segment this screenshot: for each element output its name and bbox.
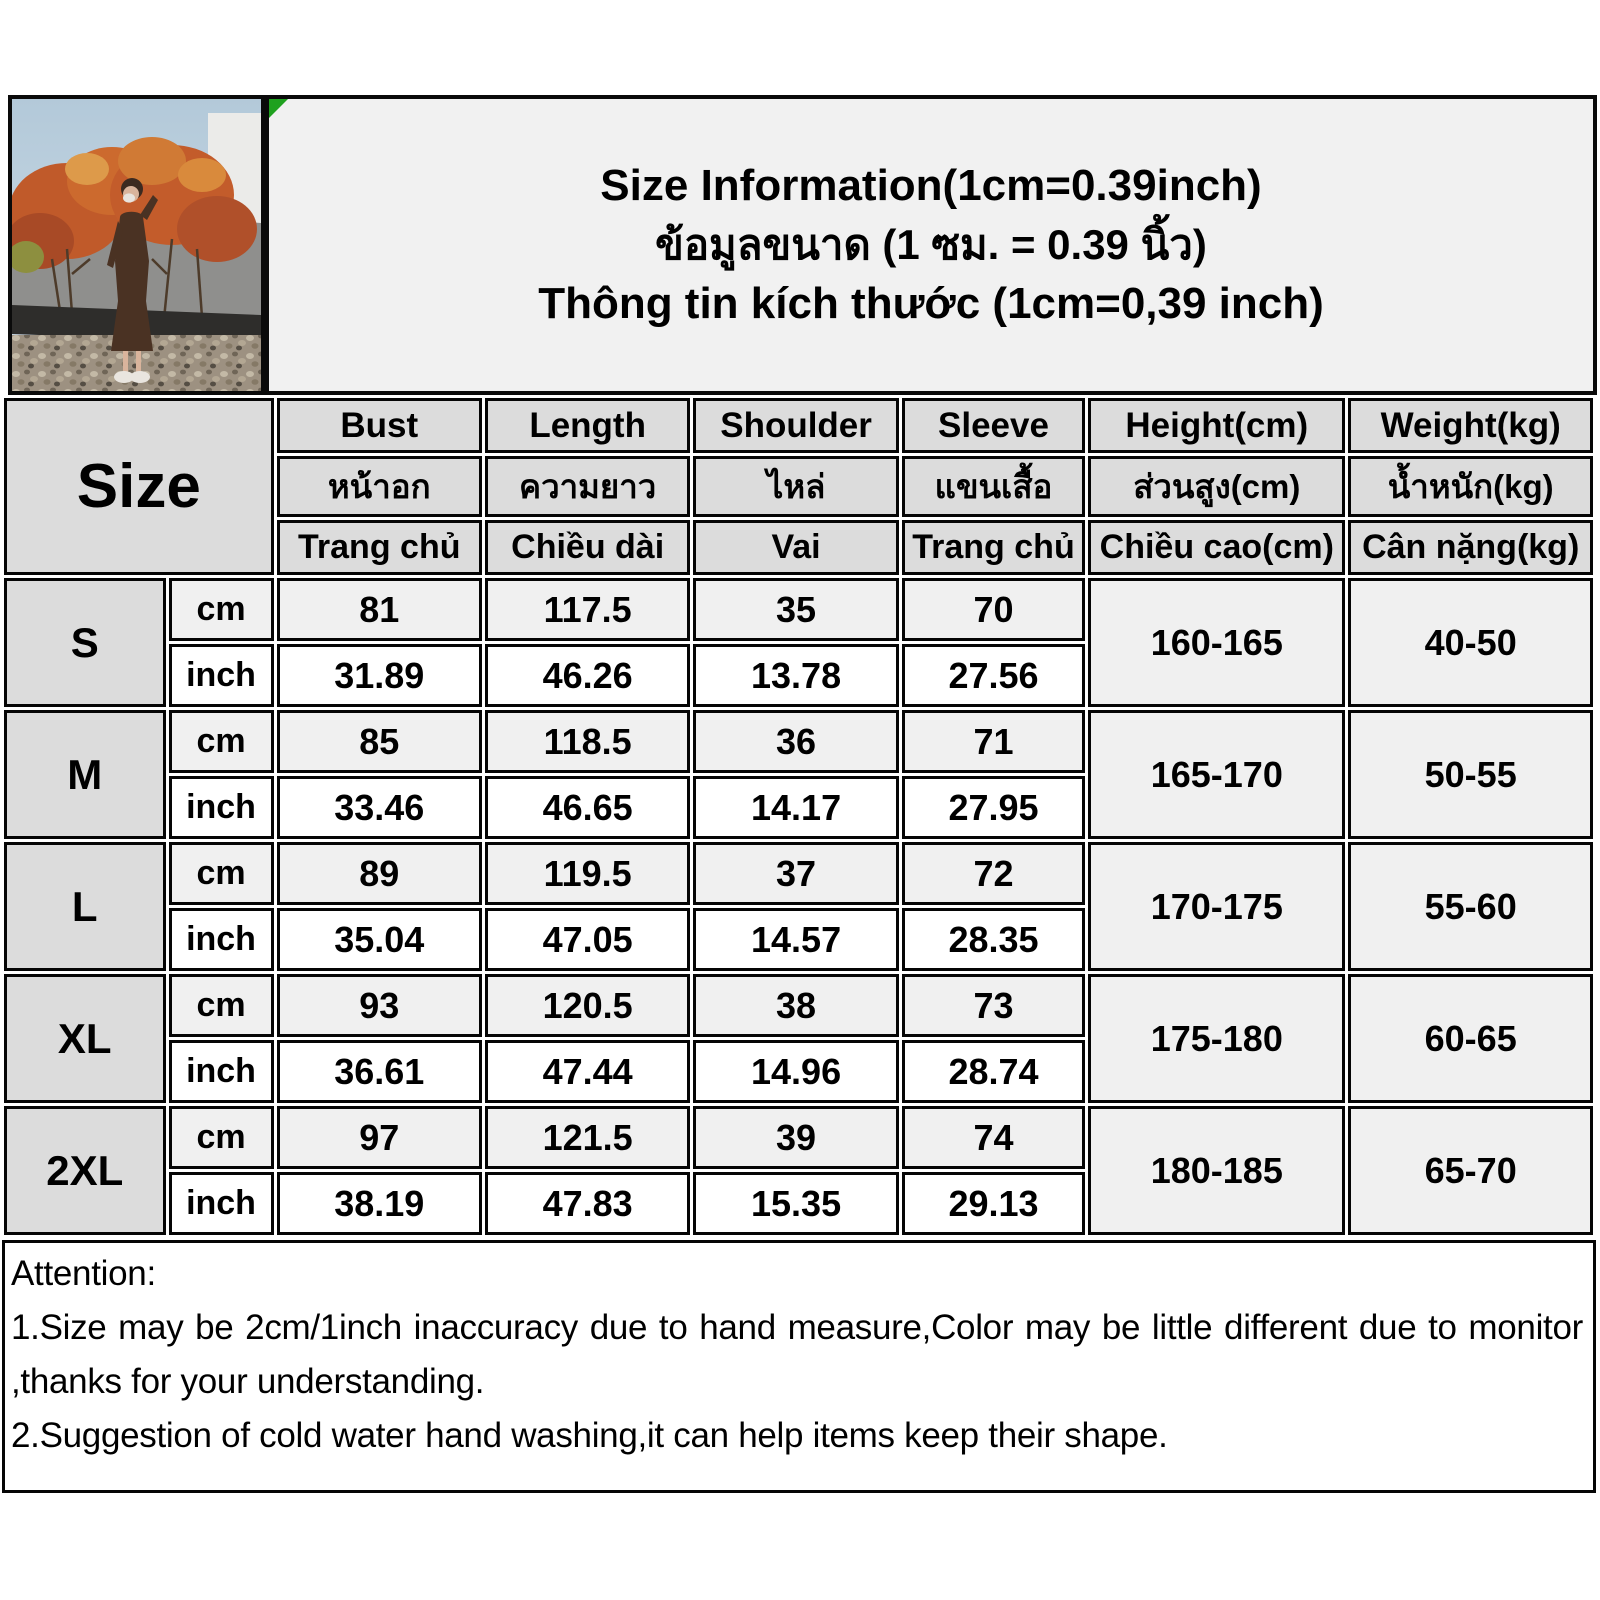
height-range: 165-170	[1088, 710, 1345, 839]
value-inch-1: 47.83	[485, 1172, 690, 1235]
col-header-bust-th: หน้าอก	[277, 456, 482, 517]
value-cm-1: 118.5	[485, 710, 690, 773]
weight-range: 50-55	[1348, 710, 1593, 839]
col-header-length-en: Length	[485, 398, 690, 453]
value-inch-2: 14.17	[693, 776, 898, 839]
height-range: 180-185	[1088, 1106, 1345, 1235]
title-english: Size Information(1cm=0.39inch)	[600, 160, 1262, 210]
value-cm-0: 81	[277, 578, 482, 641]
size-row-l-cm	[4, 842, 1593, 905]
col-header-sleeve-vi: Trang chủ	[902, 520, 1085, 575]
size-table-header	[4, 398, 1593, 575]
size-row-s-cm	[4, 578, 1593, 641]
value-cm-3: 70	[902, 578, 1085, 641]
value-cm-0: 89	[277, 842, 482, 905]
weight-range: 40-50	[1348, 578, 1593, 707]
col-header-bust-en: Bust	[277, 398, 482, 453]
value-cm-3: 71	[902, 710, 1085, 773]
unit-label-cm: cm	[169, 578, 274, 641]
size-header-cell: Size	[4, 398, 274, 575]
value-inch-2: 13.78	[693, 644, 898, 707]
height-range: 160-165	[1088, 578, 1345, 707]
value-inch-1: 47.05	[485, 908, 690, 971]
unit-label-inch: inch	[169, 644, 274, 707]
weight-range: 55-60	[1348, 842, 1593, 971]
attention-box	[2, 1240, 1596, 1493]
value-cm-2: 35	[693, 578, 898, 641]
col-header-weight-th: น้ำหนัก(kg)	[1348, 456, 1593, 517]
value-cm-3: 73	[902, 974, 1085, 1037]
col-header-shoulder-en: Shoulder	[693, 398, 898, 453]
title-vietnamese: Thông tin kích thước (1cm=0,39 inch)	[538, 279, 1324, 329]
title-box	[265, 95, 1597, 395]
col-header-height-en: Height(cm)	[1088, 398, 1345, 453]
value-inch-0: 33.46	[277, 776, 482, 839]
size-label-m: M	[4, 710, 166, 839]
unit-label-cm: cm	[169, 1106, 274, 1169]
unit-label-cm: cm	[169, 710, 274, 773]
value-cm-0: 85	[277, 710, 482, 773]
col-header-height-th: ส่วนสูง(cm)	[1088, 456, 1345, 517]
value-cm-0: 93	[277, 974, 482, 1037]
value-cm-2: 39	[693, 1106, 898, 1169]
size-table-body	[4, 578, 1593, 1235]
size-label-s: S	[4, 578, 166, 707]
unit-label-inch: inch	[169, 776, 274, 839]
col-header-weight-vi: Cân nặng(kg)	[1348, 520, 1593, 575]
green-corner-marker	[269, 99, 288, 118]
value-inch-1: 46.65	[485, 776, 690, 839]
value-cm-1: 117.5	[485, 578, 690, 641]
value-inch-3: 29.13	[902, 1172, 1085, 1235]
attention-note-2: 2.Suggestion of cold water hand washing,it can help items keep their shape.	[11, 1415, 1168, 1455]
attention-heading: Attention:	[11, 1254, 156, 1293]
value-inch-0: 38.19	[277, 1172, 482, 1235]
size-label-2xl: 2XL	[4, 1106, 166, 1235]
col-header-shoulder-vi: Vai	[693, 520, 898, 575]
col-header-length-th: ความยาว	[485, 456, 690, 517]
value-inch-1: 46.26	[485, 644, 690, 707]
value-inch-2: 14.57	[693, 908, 898, 971]
col-header-length-vi: Chiều dài	[485, 520, 690, 575]
value-inch-1: 47.44	[485, 1040, 690, 1103]
value-inch-3: 28.35	[902, 908, 1085, 971]
size-row-2xl-cm	[4, 1106, 1593, 1169]
col-header-height-vi: Chiều cao(cm)	[1088, 520, 1345, 575]
value-cm-3: 72	[902, 842, 1085, 905]
size-table	[1, 395, 1596, 1238]
value-inch-3: 28.74	[902, 1040, 1085, 1103]
col-header-weight-en: Weight(kg)	[1348, 398, 1593, 453]
product-photo	[8, 95, 265, 395]
height-range: 170-175	[1088, 842, 1345, 971]
top-row	[0, 0, 1600, 395]
col-header-shoulder-th: ไหล่	[693, 456, 898, 517]
size-row-m-cm	[4, 710, 1593, 773]
size-row-xl-cm	[4, 974, 1593, 1037]
value-cm-2: 37	[693, 842, 898, 905]
unit-label-cm: cm	[169, 842, 274, 905]
size-label-xl: XL	[4, 974, 166, 1103]
weight-range: 65-70	[1348, 1106, 1593, 1235]
title-thai: ข้อมูลขนาด (1 ซม. = 0.39 นิ้ว)	[655, 220, 1207, 268]
value-cm-1: 119.5	[485, 842, 690, 905]
height-range: 175-180	[1088, 974, 1345, 1103]
value-inch-2: 14.96	[693, 1040, 898, 1103]
value-cm-1: 121.5	[485, 1106, 690, 1169]
col-header-bust-vi: Trang chủ	[277, 520, 482, 575]
value-inch-2: 15.35	[693, 1172, 898, 1235]
unit-label-inch: inch	[169, 1172, 274, 1235]
value-cm-3: 74	[902, 1106, 1085, 1169]
col-header-sleeve-en: Sleeve	[902, 398, 1085, 453]
unit-label-inch: inch	[169, 1040, 274, 1103]
value-cm-0: 97	[277, 1106, 482, 1169]
unit-label-inch: inch	[169, 908, 274, 971]
value-inch-3: 27.56	[902, 644, 1085, 707]
unit-label-cm: cm	[169, 974, 274, 1037]
product-photo-illustration	[12, 99, 261, 391]
size-label-l: L	[4, 842, 166, 971]
value-cm-1: 120.5	[485, 974, 690, 1037]
value-inch-0: 36.61	[277, 1040, 482, 1103]
value-inch-3: 27.95	[902, 776, 1085, 839]
col-header-sleeve-th: แขนเสื้อ	[902, 456, 1085, 517]
weight-range: 60-65	[1348, 974, 1593, 1103]
value-cm-2: 36	[693, 710, 898, 773]
value-inch-0: 31.89	[277, 644, 482, 707]
value-cm-2: 38	[693, 974, 898, 1037]
value-inch-0: 35.04	[277, 908, 482, 971]
attention-note-1: 1.Size may be 2cm/1inch inaccuracy due to hand measure,Color may be little different due to monitor ,thanks for your understanding.	[11, 1307, 1583, 1401]
